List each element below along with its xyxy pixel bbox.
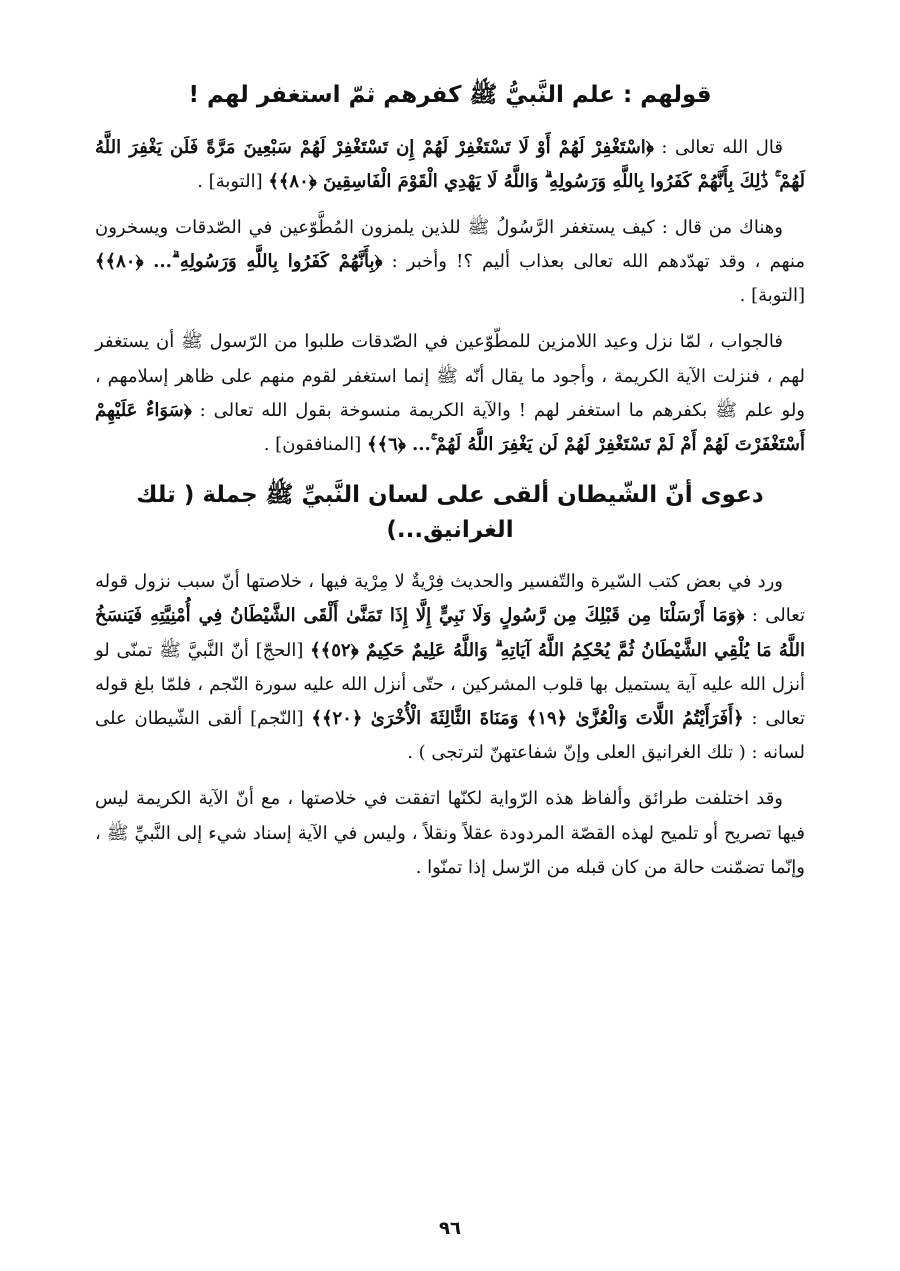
surah-reference: [التوبة] . xyxy=(197,170,269,192)
paragraph-narration xyxy=(95,565,805,770)
paragraph-text-end: [النّجم] ألقى الشّيطان على لسانه : ( تلك الغرانيق العلى وإنّ شفاعتهنّ لترتجى ) . xyxy=(95,707,805,764)
document-page xyxy=(95,70,805,1231)
quran-verse: ﴿أَفَرَأَيْتُمُ اللَّاتَ وَالْعُزَّىٰ ﴿١٩﴾ وَمَنَاةَ الثَّالِثَةَ الْأُخْرَىٰ ﴿٢٠﴾﴾ xyxy=(311,707,744,729)
quran-verse: ﴿اسْتَغْفِرْ لَهُمْ أَوْ لَا تَسْتَغْفِرْ لَهُمْ إِن تَسْتَغْفِرْ لَهُمْ سَبْعِينَ مَرَّةً فَلَن يَغْفِرَ اللَّهُ لَهُمْ ۚ ذَٰلِكَ بِأَنَّهُمْ كَفَرُوا بِاللَّهِ وَرَسُولِهِ ۗ وَاللَّهُ لَا يَهْدِي الْقَوْمَ الْفَاسِقِينَ ﴿٨٠﴾﴾ xyxy=(95,136,805,192)
quran-verse: ﴿بِأَنَّهُمْ كَفَرُوا بِاللَّهِ وَرَسُولِهِ ۗ... ﴿٨٠﴾﴾ xyxy=(95,251,383,273)
paragraph-text: فالجواب ، لمّا نزل وعيد اللامزين للمطّوّعين في الصّدقات طلبوا من الرّسول ﷺ أن يستغفر لهم ، فنزلت الآية الكريمة ، وأجود ما يقال أنّه ﷺ إنما استغفر لقوم منهم على ظاهر إسلامهم ، ولو علم ﷺ بكفرهم ما استغفر لهم ! والآية الكريمة منسوخة بقول الله تعالى : xyxy=(95,331,806,421)
surah-reference: [المنافقون] . xyxy=(263,434,367,455)
page-number: ٩٦ xyxy=(439,1218,461,1239)
paragraph-intro: قال الله تعالى : xyxy=(653,136,783,158)
quran-verse: ﴿وَمَا أَرْسَلْنَا مِن قَبْلِكَ مِن رَّسُولٍ وَلَا نَبِيٍّ إِلَّا إِذَا تَمَنَّىٰ أَلْقَى الشَّيْطَانُ فِي أُمْنِيَّتِهِ فَيَنسَخُ اللَّهُ مَا يُلْقِي الشَّيْطَانُ ثُمَّ يُحْكِمُ اللَّهُ آيَاتِهِ ۗ وَاللَّهُ عَلِيمٌ حَكِيمٌ ﴿٥٢﴾﴾ xyxy=(95,605,805,661)
paragraph-text: ورد في بعض كتب السّيرة والتّفسير والحديث فِرْيةٌ لا مِرْية فيها ، خلاصتها أنّ سبب نزول قوله تعالى : xyxy=(95,571,805,627)
paragraph-answer xyxy=(95,325,805,462)
section-title-gharaniq: دعوى أنّ الشّيطان ألقى على لسان النَّبيِّ ﷺ جملة ( تلك الغرانيق...) xyxy=(136,482,764,543)
quran-verse: ﴿سَوَاءٌ عَلَيْهِمْ أَسْتَغْفَرْتَ لَهُمْ أَمْ لَمْ تَسْتَغْفِرْ لَهُمْ لَن يَغْفِرَ اللَّهُ لَهُمْ ۚ... ﴿٦﴾﴾ xyxy=(95,399,805,455)
paragraph-quran-tawbah xyxy=(95,131,805,199)
paragraph-refutation xyxy=(95,782,805,885)
paragraph-text-middle: [الحجّ] أنّ النَّبيَّ ﷺ تمنّى لو أنزل الله عليه آية يستميل بها قلوب المشركين ، حتّى أنزل الله عليه سورة النّجم ، فلمّا بلغ قوله تعالى : xyxy=(95,639,805,729)
paragraph-text: وهناك من قال : كيف يستغفر الرَّسُولُ ﷺ للذين يلمزون المُطَّوّعين في الصّدقات ويسخرون منهم ، وقد تهدّدهم الله تعالى بعذاب أليم ؟! وأخبر : xyxy=(95,216,805,273)
surah-reference: [التوبة] . xyxy=(739,285,805,307)
paragraph-objection xyxy=(95,211,805,314)
paragraph-text: وقد اختلفت طرائق وألفاظ هذه الرّواية لكنّها اتفقت في خلاصتها ، مع أنّ الآية الكريمة ليس فيها تصريح أو تلميح لهذه القصّة المردودة عقلاً ونقلاً ، وليس في الآية إسناد شيء إلى النَّبيِّ ﷺ ، وإنّما تضمّنت حالة من كان قبله من الرّسل إذا تمنّوا . xyxy=(95,788,805,878)
section-title-istighfar: قولهم : علم النَّبيُّ ﷺ كفرهم ثمّ استغفر لهم ! xyxy=(188,82,712,108)
